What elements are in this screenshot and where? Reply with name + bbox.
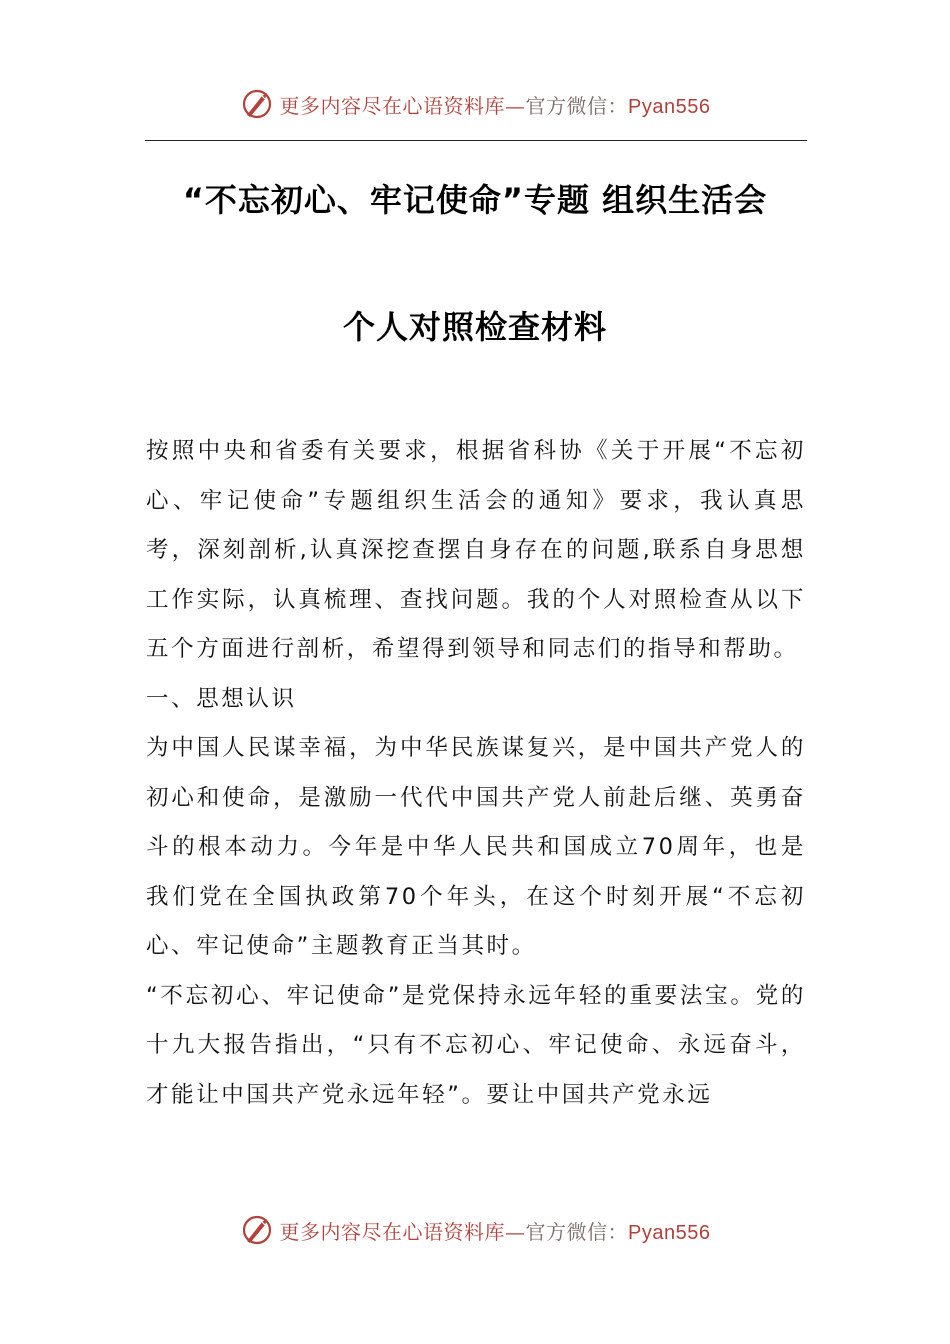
footer-banner-wechat-label: 官方微信： [525, 1219, 629, 1244]
document-title-line2: 个人对照检查材料 [342, 308, 607, 346]
paragraph-2: “不忘初心、牢记使命”是党保持永远年轻的重要法宝。党的十九大报告指出，“只有不忘初心、牢记使命、永远奋斗，才能让中国共产党永远年轻”。要让中国共产党永远 [146, 982, 806, 1108]
document-title-line1: “不忘初心、牢记使命”专题 组织生活会 [182, 181, 768, 219]
footer-banner-slogan: 更多内容尽在心语资料库— [279, 1219, 526, 1244]
footer-banner-wechat-id: Pyan556 [628, 1221, 711, 1244]
header-divider [145, 140, 807, 141]
header-banner-wechat-id: Pyan556 [628, 95, 711, 118]
footer-banner-text [280, 1216, 711, 1245]
header-banner [0, 84, 950, 124]
header-banner-wechat-label: 官方微信： [525, 93, 629, 118]
quill-logo-icon [240, 87, 274, 121]
paragraph-1: 为中国人民谋幸福，为中华民族谋复兴，是中国共产党人的初心和使命，是激励一代代中国共产党人前赴后继、英勇奋斗的根本动力。今年是中华人民共和国成立70周年，也是我们党在全国执政第70个年头，在这个时刻开展“不忘初心、牢记使命”主题教育正当其时。 [146, 735, 806, 959]
section-heading-1: 一、思想认识 [146, 685, 297, 712]
document-body [146, 427, 806, 1120]
footer-banner [0, 1210, 950, 1250]
paragraph-intro: 按照中央和省委有关要求，根据省科协《关于开展“不忘初心、牢记使命”专题组织生活会的通知》要求，我认真思考，深刻剖析,认真深挖查摆自身存在的问题,联系自身思想工作实际，认真梳理、查找问题。我的个人对照检查从以下五个方面进行剖析，希望得到领导和同志们的指导和帮助。 [146, 438, 806, 662]
header-banner-text [280, 90, 711, 119]
quill-logo-icon [240, 1213, 274, 1247]
header-banner-slogan: 更多内容尽在心语资料库— [279, 93, 526, 118]
